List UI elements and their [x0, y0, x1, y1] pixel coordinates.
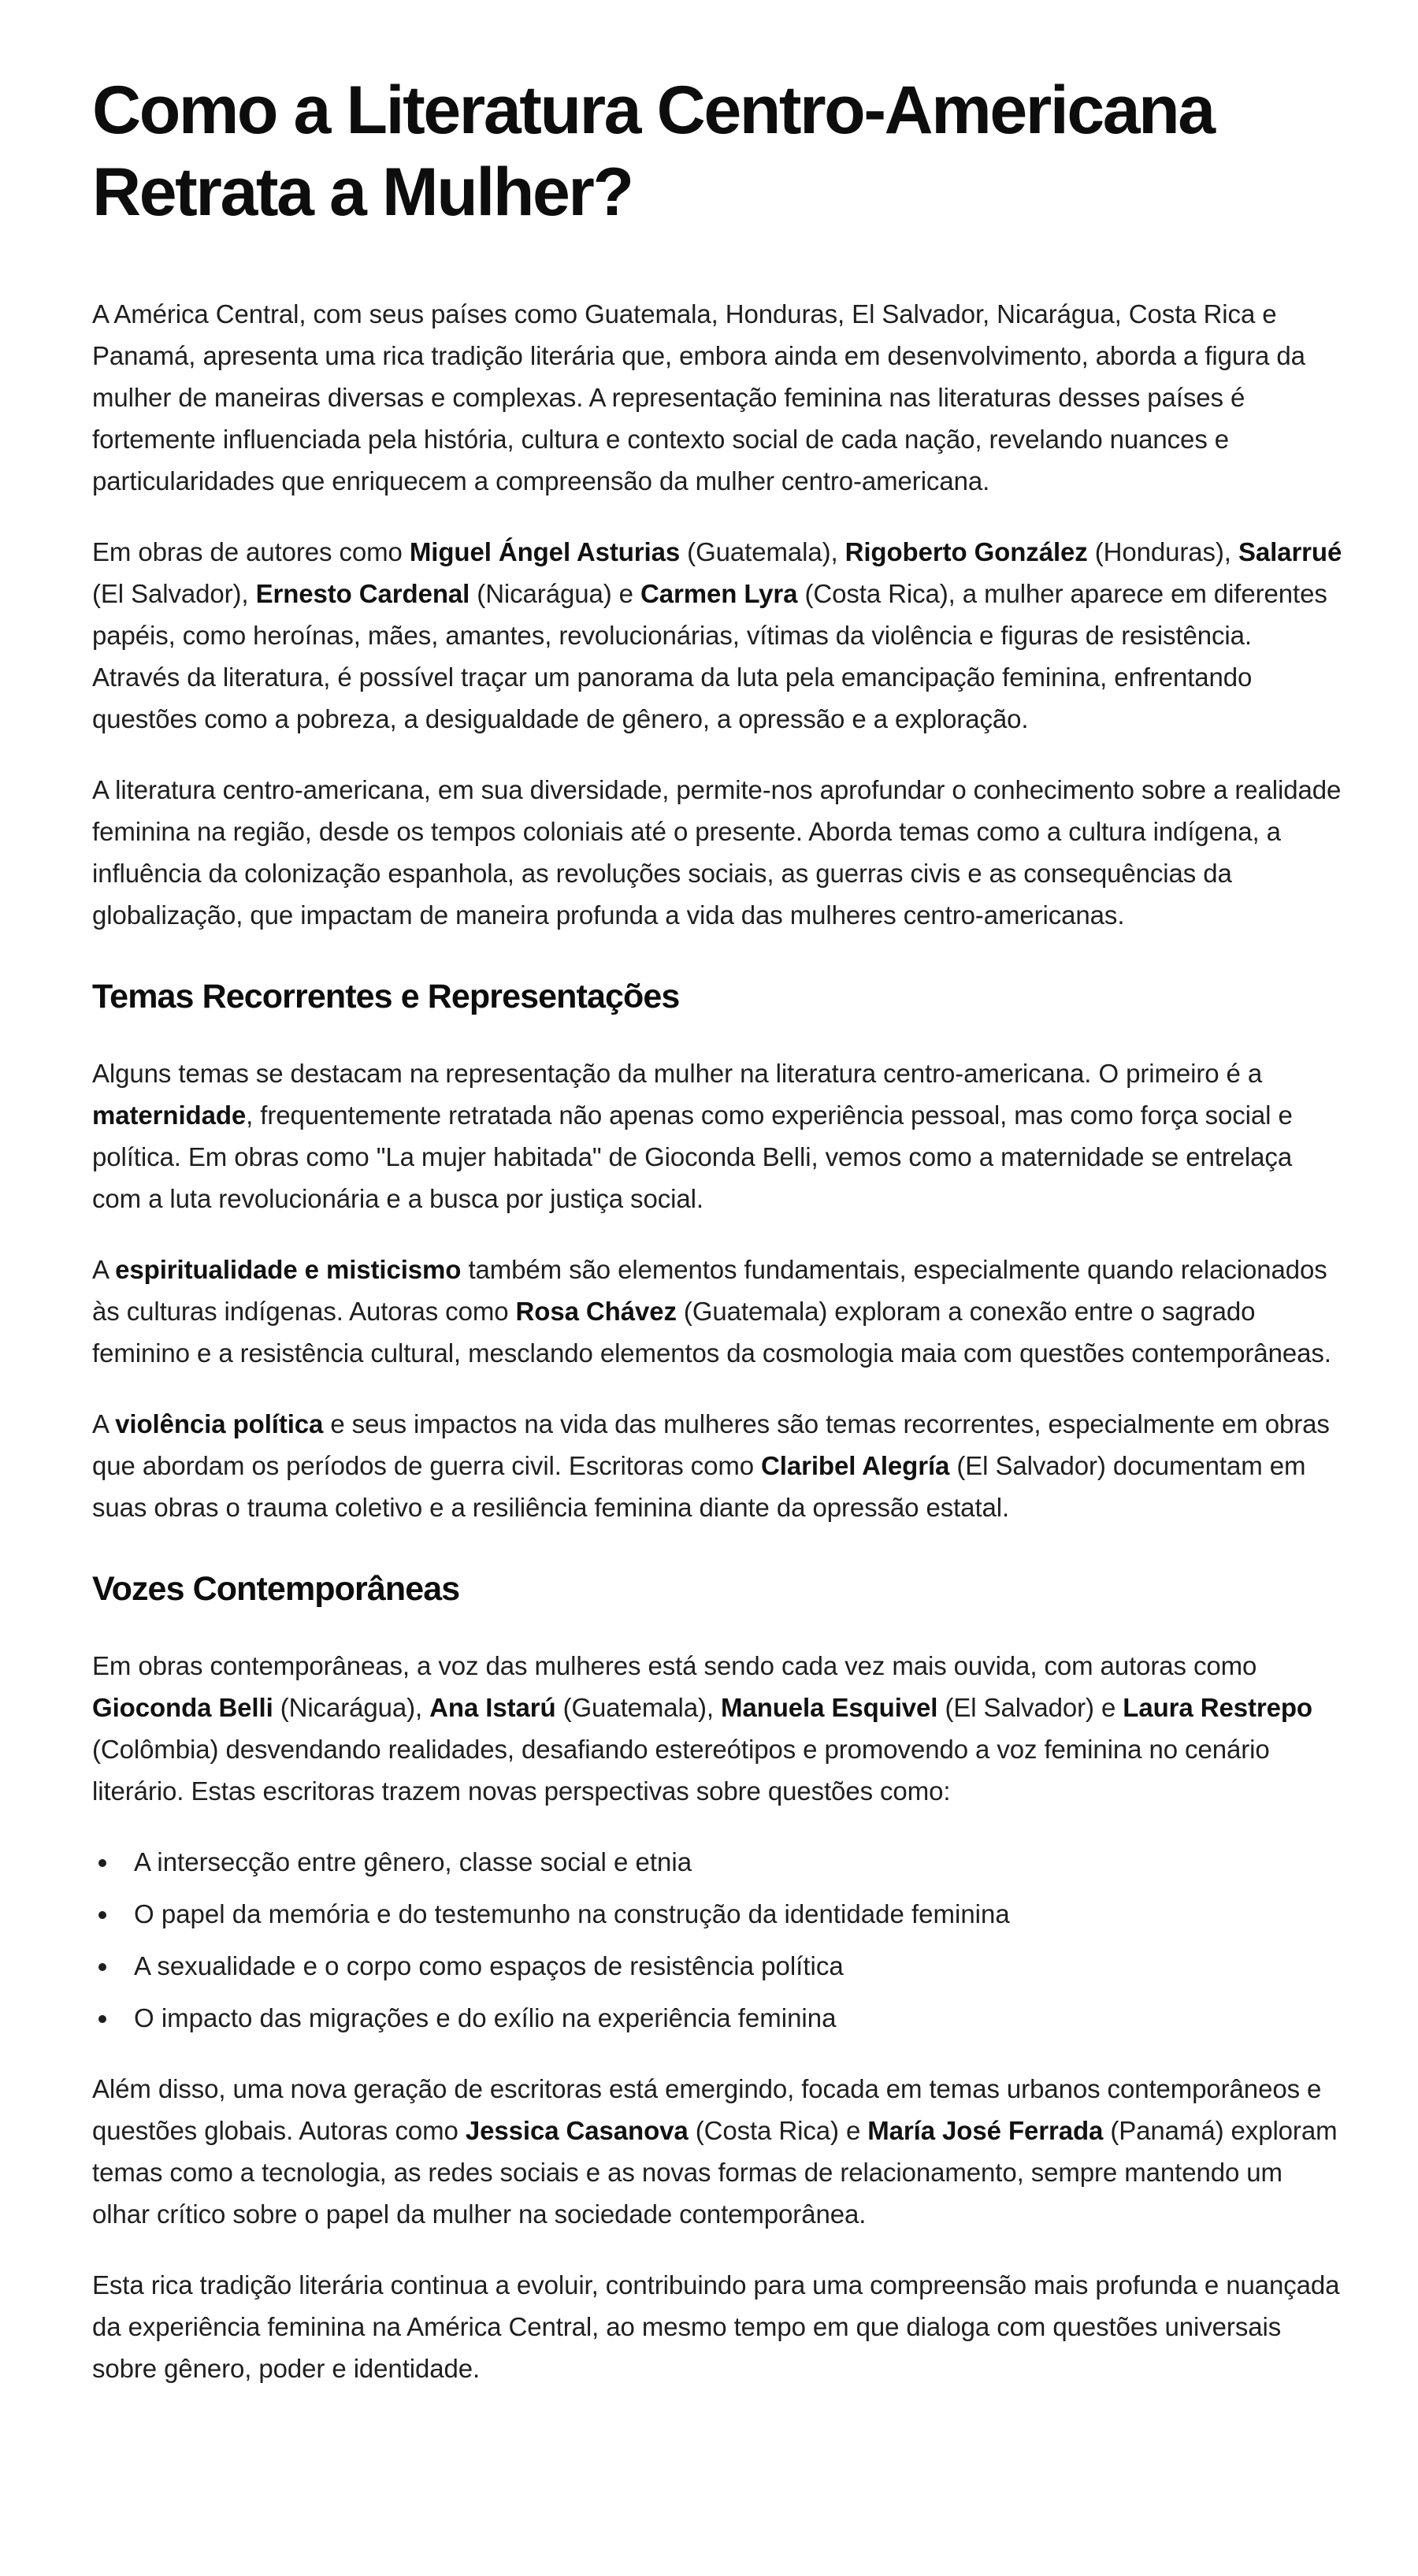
bold-term: Salarrué [1238, 537, 1342, 566]
section-contemporary-voices [92, 1567, 1345, 2389]
list-item [92, 1841, 1345, 1883]
intro-paragraph: A literatura centro-americana, em sua diversidade, permite-nos aprofundar o conhecimento sobre a realidade feminina na região, desde os tempos coloniais até o presente. Aborda temas como a cultura indígena, a influência da colonização espanhola, as revoluções sociais, as guerras civis e as consequências da globalização, que impactam de maneira profunda a vida das mulheres centro-americanas. [92, 775, 1342, 930]
page-title: Como a Literatura Centro-Americana Retrata a Mulher? [92, 72, 1214, 230]
bullet-icon [98, 1859, 106, 1867]
section-heading: Temas Recorrentes e Representações [92, 978, 680, 1015]
bold-term: María José Ferrada [867, 2116, 1104, 2145]
bold-term: Rigoberto González [844, 537, 1088, 566]
bold-term: Ana Istarú [429, 1693, 556, 1722]
bullet-icon [98, 1911, 106, 1919]
section-paragraph: Esta rica tradição literária continua a evoluir, contribuindo para uma compreensão mais profunda e nuançada da experiência feminina na América Central, ao mesmo tempo em que dialoga com questões universais sobre gênero, poder e identidade. [92, 2270, 1340, 2383]
bold-term: Miguel Ángel Asturias [409, 537, 681, 566]
intro-paragraph: A América Central, com seus países como Guatemala, Honduras, El Salvador, Nicarágua, Costa Rica e Panamá, apresenta uma rica tradição literária que, embora ainda em desenvolvimento, aborda a figura da mulher de maneiras diversas e complexas. A representação feminina nas literaturas desses países é fortemente influenciada pela história, cultura e contexto social de cada nação, revelando nuances e particularidades que enriquecem a compreensão da mulher centro-americana. [92, 299, 1305, 496]
list-item-text: A sexualidade e o corpo como espaços de resistência política [134, 1951, 844, 1980]
list-item-text: O impacto das migrações e do exílio na experiência feminina [134, 2003, 837, 2032]
bullet-icon [98, 2015, 106, 2023]
bold-term: Rosa Chávez [515, 1297, 677, 1326]
bold-term: Carmen Lyra [640, 579, 798, 608]
section-paragraph: A violência política e seus impactos na vida das mulheres são temas recorrentes, especialmente em obras que abordam os períodos de guerra civil. Escritoras como Claribel Alegría (El Salvador) documentam em suas obras o trauma coletivo e a resiliência feminina diante da opressão estatal. [92, 1409, 1330, 1522]
intro-paragraph: Em obras de autores como Miguel Ángel Asturias (Guatemala), Rigoberto González (Honduras), Salarrué (El Salvador), Ernesto Cardenal (Nicarágua) e Carmen Lyra (Costa Rica), a mulher aparece em diferentes papéis, como heroínas, mães, amantes, revolucionárias, vítimas da violência e figuras de resistência. Através da literatura, é possível traçar um panorama da luta pela emancipação feminina, enfrentando questões como a pobreza, a desigualdade de gênero, a opressão e a exploração. [92, 537, 1342, 733]
section-recurring-themes [92, 974, 1345, 1528]
bullet-icon [98, 1963, 106, 1971]
list-item [92, 1997, 1345, 2039]
topics-list [92, 1841, 1345, 2039]
bold-term: Manuela Esquivel [721, 1693, 938, 1722]
bold-term: Jessica Casanova [465, 2116, 689, 2145]
article [92, 69, 1345, 2418]
bold-term: Gioconda Belli [92, 1693, 273, 1722]
section-paragraph: A espiritualidade e misticismo também são elementos fundamentais, especialmente quando relacionados às culturas indígenas. Autoras como Rosa Chávez (Guatemala) exploram a conexão entre o sagrado feminino e a resistência cultural, mesclando elementos da cosmologia maia com questões contemporâneas. [92, 1255, 1331, 1368]
bold-term: maternidade [92, 1101, 247, 1130]
list-item-text: A intersecção entre gênero, classe social e etnia [134, 1847, 692, 1876]
section-heading: Vozes Contemporâneas [92, 1570, 460, 1608]
intro [92, 293, 1345, 936]
bold-term: espiritualidade e misticismo [115, 1255, 462, 1284]
section-paragraph: Além disso, uma nova geração de escritoras está emergindo, focada em temas urbanos contemporâneos e questões globais. Autoras como Jessica Casanova (Costa Rica) e María José Ferrada (Panamá) exploram temas como a tecnologia, as redes sociais e as novas formas de relacionamento, sempre mantendo um olhar crítico sobre o papel da mulher na sociedade contemporânea. [92, 2074, 1338, 2229]
list-item-text: O papel da memória e do testemunho na construção da identidade feminina [134, 1899, 1010, 1928]
bold-term: violência política [115, 1409, 324, 1438]
list-item [92, 1945, 1345, 1987]
bold-term: Laura Restrepo [1123, 1693, 1312, 1722]
section-paragraph: Em obras contemporâneas, a voz das mulheres está sendo cada vez mais ouvida, com autoras como Gioconda Belli (Nicarágua), Ana Istarú (Guatemala), Manuela Esquivel (El Salvador) e Laura Restrepo (Colômbia) desvendando realidades, desafiando estereótipos e promovendo a voz feminina no cenário literário. Estas escritoras trazem novas perspectivas sobre questões como: [92, 1651, 1312, 1806]
bold-term: Ernesto Cardenal [255, 579, 470, 608]
bold-term: Claribel Alegría [761, 1451, 950, 1480]
list-item [92, 1893, 1345, 1935]
section-paragraph: Alguns temas se destacam na representação da mulher na literatura centro-americana. O primeiro é a maternidade, frequentemente retratada não apenas como experiência pessoal, mas como força social e política. Em obras como "La mujer habitada" de Gioconda Belli, vemos como a maternidade se entrelaça com a luta revolucionária e a busca por justiça social. [92, 1059, 1293, 1213]
